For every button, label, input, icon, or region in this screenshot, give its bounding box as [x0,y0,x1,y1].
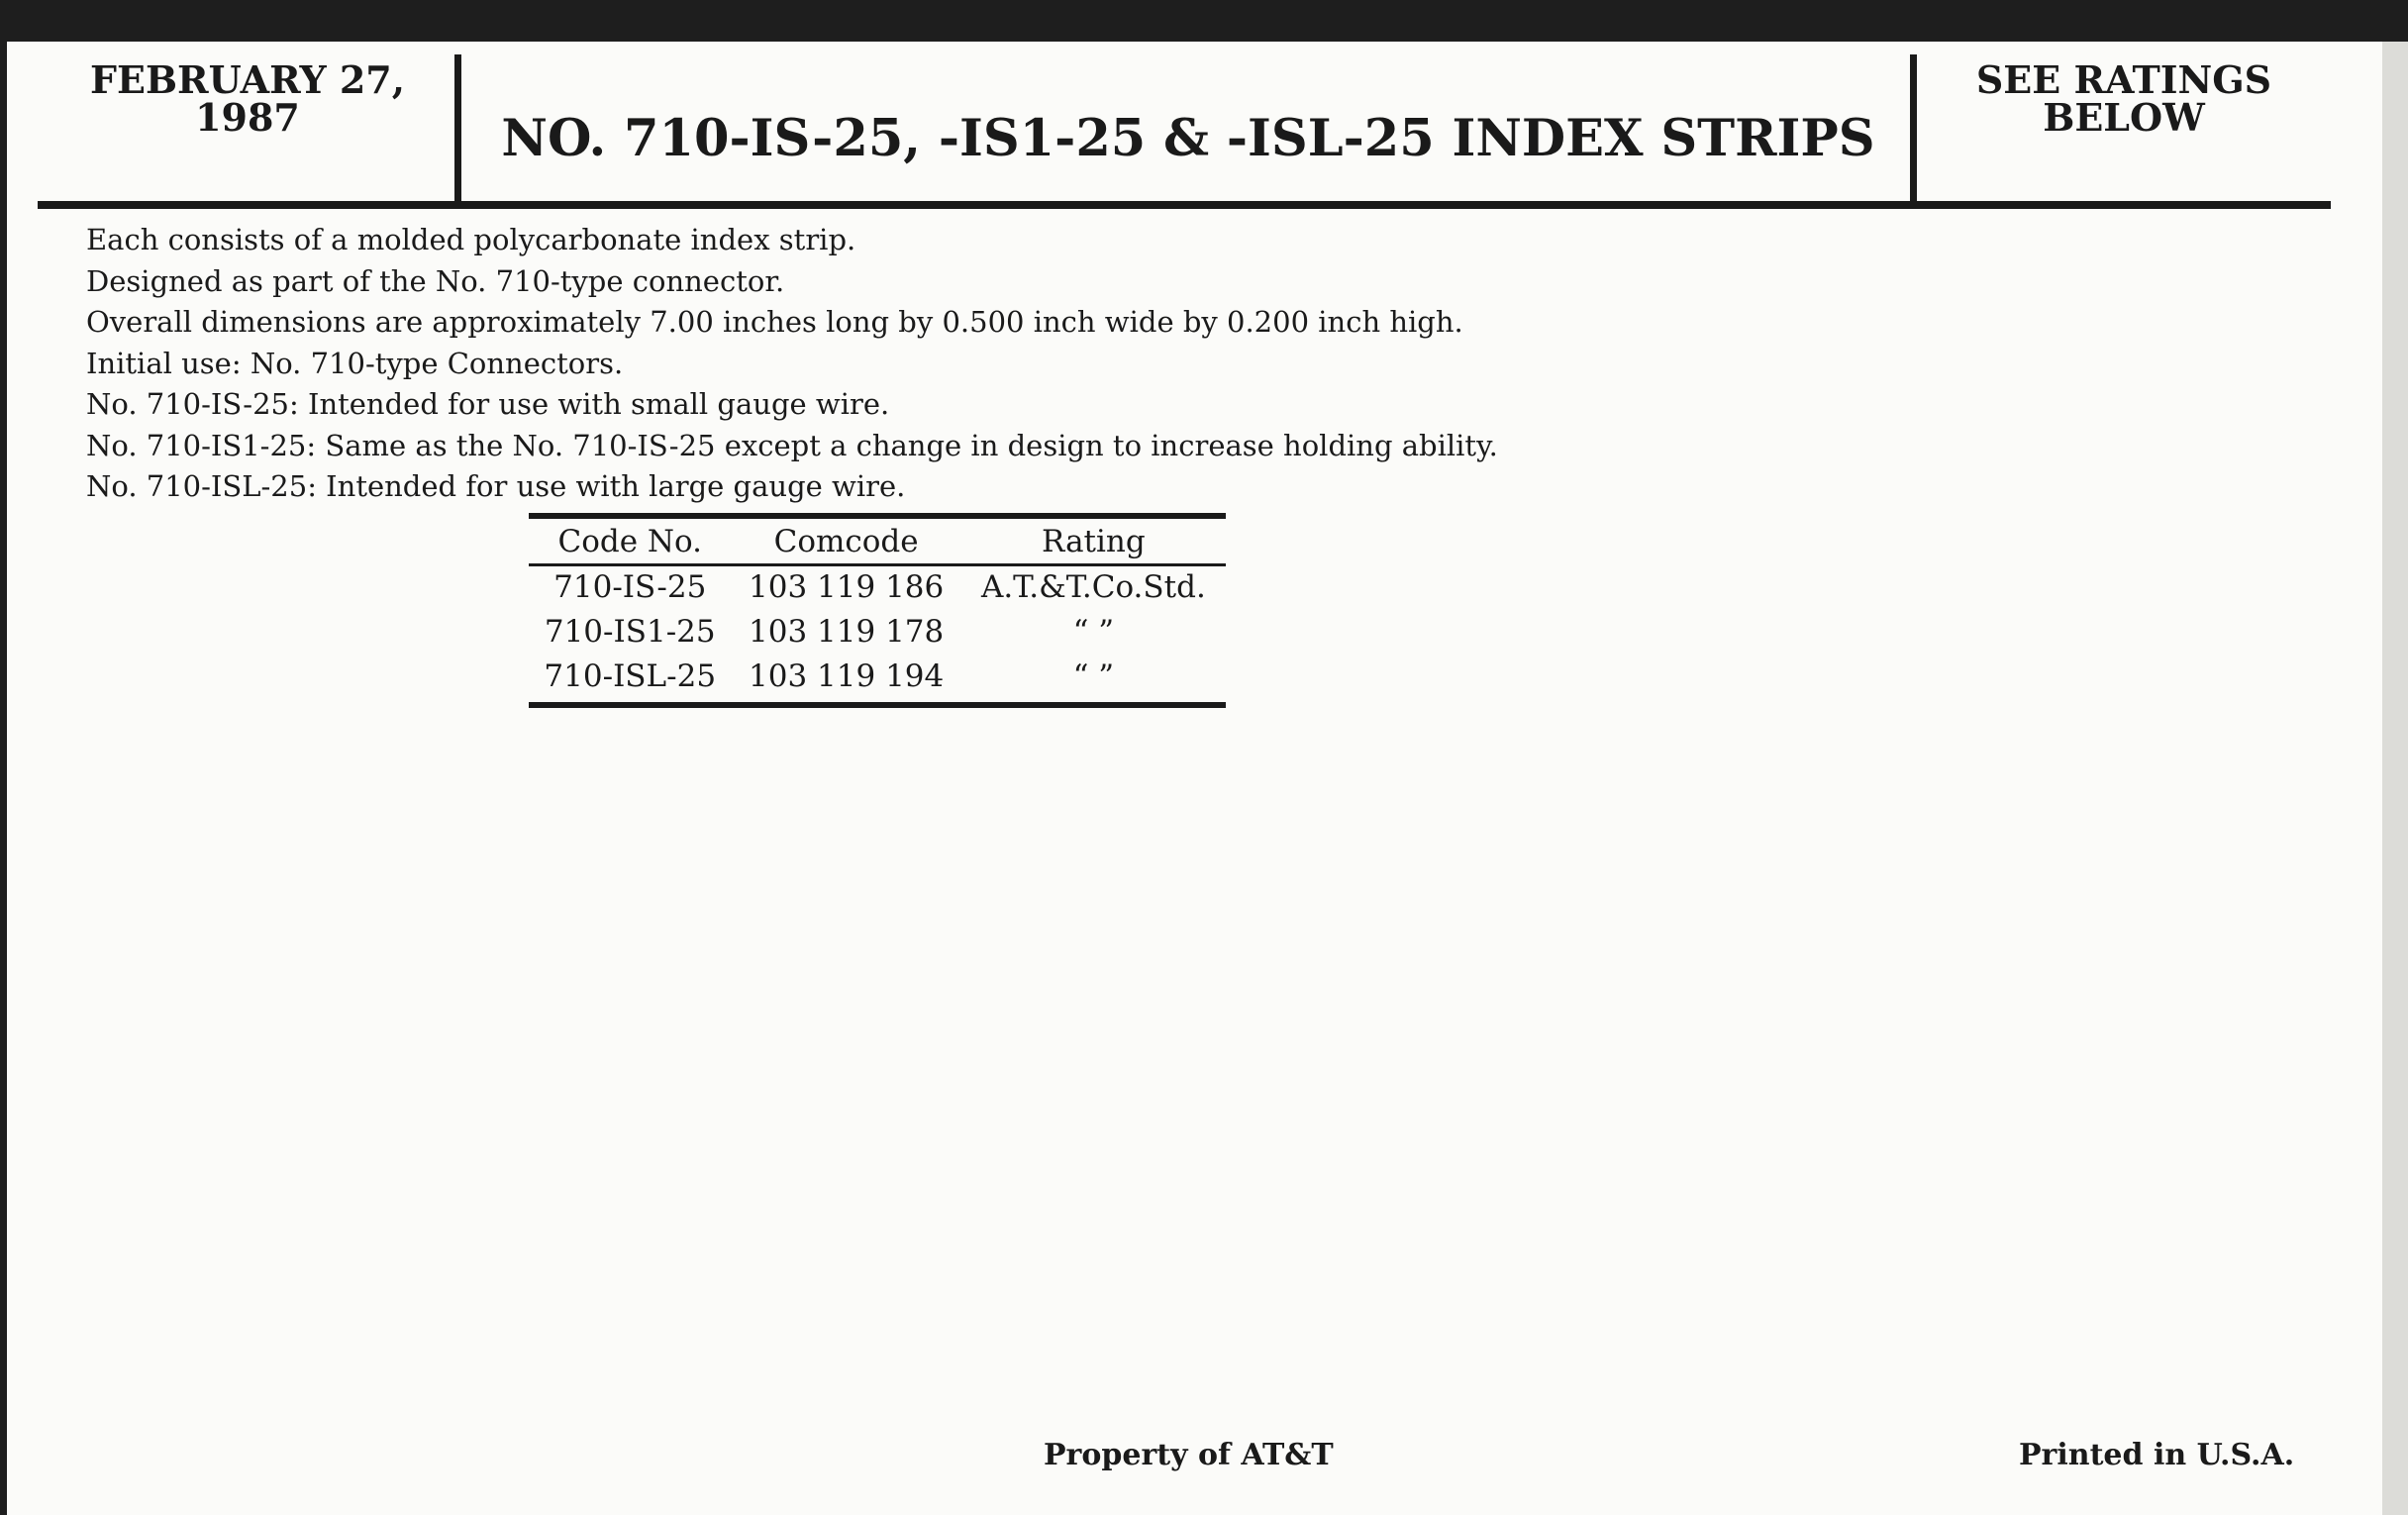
rating-cell: “ ” [1072,657,1115,694]
table-header-row [529,513,1226,564]
code-cell: 710-IS-25 [553,568,707,605]
code-cell: 710-IS1-25 [544,613,716,650]
description-line: Each consists of a molded polycarbonate index strip. [86,223,856,256]
table-row [529,654,1226,698]
card-edge [2382,42,2408,1515]
column-header-code: Code No. [557,524,703,559]
description-line: Initial use: No. 710-type Connectors. [86,346,624,380]
date-label: FEBRUARY 27, 1987 [90,57,405,140]
footer-printed: Printed in U.S.A. [2019,1438,2295,1472]
header-rule [38,201,2331,209]
code-table [529,513,1226,698]
code-cell: 710-ISL-25 [544,657,717,694]
description-line: No. 710-ISL-25: Intended for use with large gauge wire. [86,469,906,503]
comcode-cell: 103 119 178 [749,613,945,650]
column-header-rating: Rating [1042,524,1146,559]
comcode-cell: 103 119 186 [749,568,945,605]
header-divider-left [454,54,461,203]
table-row [529,564,1226,609]
ratings-note: SEE RATINGS BELOW [1975,57,2272,140]
description-line: No. 710-IS-25: Intended for use with small gauge wire. [86,387,890,421]
table-bottom-rule [529,702,1226,708]
page-title: NO. 710-IS-25, -IS1-25 & -ISL-25 INDEX STRIPS [501,108,1875,168]
footer-property: Property of AT&T [1044,1438,1334,1472]
description-line: Overall dimensions are approximately 7.00 inches long by 0.500 inch wide by 0.200 inch high. [86,305,1463,339]
table-row [529,609,1226,654]
rating-cell: “ ” [1072,613,1115,650]
description-line: Designed as part of the No. 710-type connector. [86,263,785,298]
comcode-cell: 103 119 194 [749,657,945,694]
description [86,220,1498,508]
rating-cell: A.T.&T.Co.Std. [980,568,1206,605]
description-line: No. 710-IS1-25: Same as the No. 710-IS-25 except a change in design to increase holding ability. [86,428,1498,462]
column-header-comcode: Comcode [773,524,919,559]
